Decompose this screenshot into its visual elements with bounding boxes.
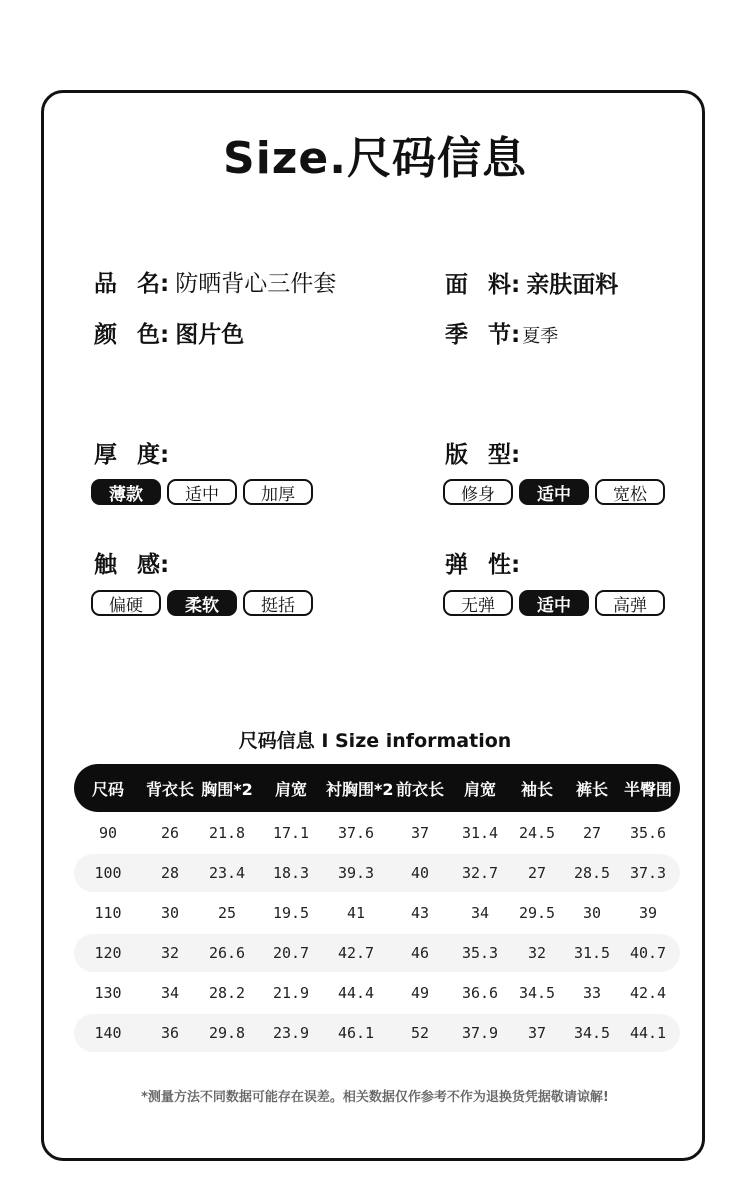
table-cell: 24.5 — [518, 824, 556, 842]
table-cell: 32 — [160, 944, 180, 962]
table-cell: 43 — [410, 904, 430, 922]
table-cell: 34 — [470, 904, 490, 922]
header-cell: 胸围*2 — [201, 779, 253, 799]
info-label: 季 节: — [445, 322, 521, 348]
table-cell: 37.9 — [461, 1024, 499, 1042]
table-cell: 140 — [94, 1024, 122, 1042]
table-row — [74, 814, 680, 852]
table-cell: 40.7 — [629, 944, 667, 962]
table-cell: 28 — [160, 864, 180, 882]
header-cell: 裤长 — [575, 779, 608, 799]
size-table-heading: 尺码信息 I Size information — [238, 730, 512, 752]
table-cell: 21.8 — [208, 824, 246, 842]
table-cell: 26.6 — [208, 944, 246, 962]
tags-fit — [443, 479, 665, 505]
tag-elasticity-none: 无弹 — [443, 590, 513, 616]
table-cell: 28.5 — [573, 864, 611, 882]
tag-elasticity-medium: 适中 — [519, 590, 589, 616]
header-cell: 前衣长 — [395, 779, 444, 799]
table-cell: 110 — [94, 904, 122, 922]
table-cell: 32 — [527, 944, 547, 962]
info-value: 图片色 — [175, 322, 245, 348]
table-cell: 39 — [638, 904, 658, 922]
info-value: 亲肤面料 — [526, 272, 619, 298]
table-row — [74, 934, 680, 972]
table-cell: 25 — [217, 904, 237, 922]
info-value: 防晒背心三件套 — [175, 271, 337, 297]
table-cell: 37 — [410, 824, 430, 842]
table-cell: 100 — [94, 864, 122, 882]
table-cell: 42.7 — [337, 944, 375, 962]
table-cell: 33 — [582, 984, 602, 1002]
table-row — [74, 894, 680, 932]
table-row — [74, 1014, 680, 1052]
table-cell: 18.3 — [272, 864, 310, 882]
info-label: 颜 色: — [94, 322, 170, 348]
table-cell: 23.9 — [272, 1024, 310, 1042]
table-cell: 40 — [410, 864, 430, 882]
table-cell: 30 — [582, 904, 602, 922]
header-cell: 半臀围 — [623, 779, 672, 799]
table-cell: 29.5 — [518, 904, 556, 922]
table-cell: 42.4 — [629, 984, 667, 1002]
attr-label-thickness: 厚 度: — [94, 442, 170, 468]
table-cell: 130 — [94, 984, 122, 1002]
header-cell: 肩宽 — [274, 779, 307, 799]
table-row — [74, 974, 680, 1012]
tag-elasticity-high: 高弹 — [595, 590, 665, 616]
table-cell: 37.6 — [337, 824, 375, 842]
header-cell: 肩宽 — [463, 779, 496, 799]
table-cell: 31.4 — [461, 824, 499, 842]
tag-touch-crisp: 挺括 — [243, 590, 313, 616]
table-cell: 23.4 — [208, 864, 246, 882]
header-cell: 尺码 — [91, 779, 124, 799]
table-cell: 31.5 — [573, 944, 611, 962]
info-label: 面 料: — [445, 272, 521, 298]
tags-elasticity — [443, 590, 665, 616]
table-cell: 27 — [582, 824, 602, 842]
tag-fit-regular: 适中 — [519, 479, 589, 505]
table-cell: 35.6 — [629, 824, 667, 842]
table-cell: 39.3 — [337, 864, 375, 882]
info-season — [445, 316, 558, 349]
table-cell: 17.1 — [272, 824, 310, 842]
table-cell: 44.1 — [629, 1024, 667, 1042]
table-cell: 32.7 — [461, 864, 499, 882]
page-title: Size.尺码信息 — [223, 133, 527, 184]
tag-thickness-thick: 加厚 — [243, 479, 313, 505]
table-cell: 34 — [160, 984, 180, 1002]
table-cell: 26 — [160, 824, 180, 842]
size-table — [74, 764, 680, 1052]
disclaimer-footnote: *测量方法不同数据可能存在误差。相关数据仅作参考不作为退换货凭据敬请谅解! — [141, 1090, 609, 1105]
table-cell: 90 — [98, 824, 118, 842]
attr-label-elasticity: 弹 性: — [445, 552, 521, 578]
tag-fit-slim: 修身 — [443, 479, 513, 505]
table-cell: 27 — [527, 864, 547, 882]
info-value: 夏季 — [522, 326, 559, 347]
header-cell: 背衣长 — [145, 779, 194, 799]
table-cell: 46.1 — [337, 1024, 375, 1042]
table-cell: 35.3 — [461, 944, 499, 962]
size-table-header — [74, 764, 680, 812]
table-cell: 41 — [346, 904, 366, 922]
table-cell: 20.7 — [272, 944, 310, 962]
tag-fit-loose: 宽松 — [595, 479, 665, 505]
table-cell: 34.5 — [573, 1024, 611, 1042]
table-cell: 120 — [94, 944, 122, 962]
table-cell: 34.5 — [518, 984, 556, 1002]
table-cell: 44.4 — [337, 984, 375, 1002]
table-cell: 36 — [160, 1024, 180, 1042]
attr-label-touch: 触 感: — [94, 552, 170, 578]
size-table-body — [74, 814, 680, 1052]
table-cell: 46 — [410, 944, 430, 962]
tag-touch-stiff: 偏硬 — [91, 590, 161, 616]
tag-thickness-medium: 适中 — [167, 479, 237, 505]
table-cell: 29.8 — [208, 1024, 246, 1042]
info-color — [94, 316, 244, 349]
info-label: 品 名: — [94, 271, 170, 297]
tag-touch-soft: 柔软 — [167, 590, 237, 616]
table-cell: 36.6 — [461, 984, 499, 1002]
info-fabric — [445, 266, 618, 299]
tag-thickness-thin: 薄款 — [91, 479, 161, 505]
table-cell: 30 — [160, 904, 180, 922]
attr-label-fit: 版 型: — [445, 442, 521, 468]
table-cell: 52 — [410, 1024, 430, 1042]
tags-thickness — [91, 479, 313, 505]
header-cell: 衬胸围*2 — [326, 779, 394, 799]
table-cell: 19.5 — [272, 904, 310, 922]
info-product-name — [94, 265, 336, 298]
table-cell: 37.3 — [629, 864, 667, 882]
table-row — [74, 854, 680, 892]
header-cell: 袖长 — [520, 779, 553, 799]
table-cell: 28.2 — [208, 984, 246, 1002]
table-cell: 37 — [527, 1024, 547, 1042]
table-cell: 49 — [410, 984, 430, 1002]
table-cell: 21.9 — [272, 984, 310, 1002]
tags-touch — [91, 590, 313, 616]
